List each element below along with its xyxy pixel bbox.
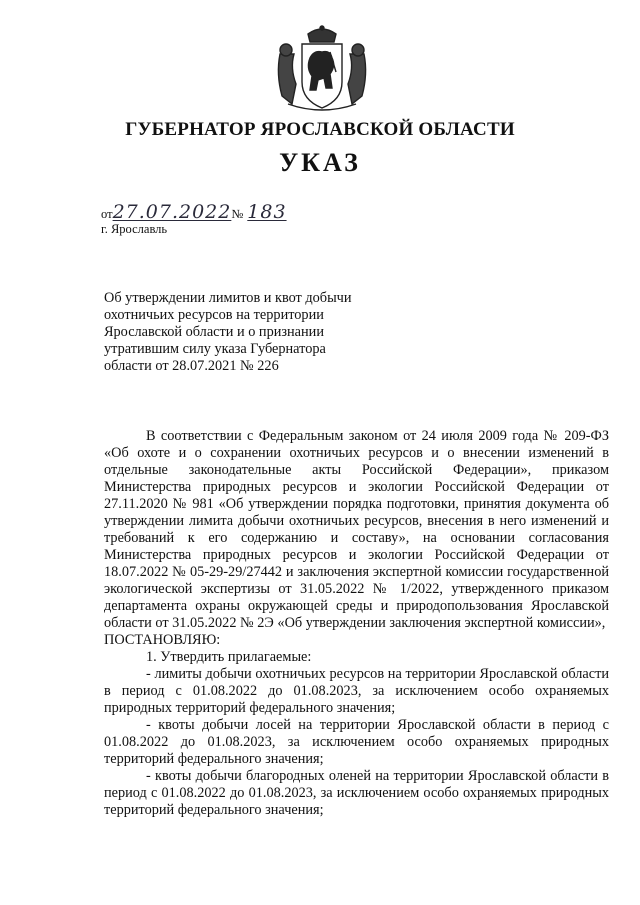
issuing-authority: ГУБЕРНАТОР ЯРОСЛАВСКОЙ ОБЛАСТИ	[125, 119, 515, 140]
coat-of-arms-emblem	[270, 24, 374, 112]
clause-1: 1. Утвердить прилагаемые:	[146, 649, 312, 665]
decree-body	[104, 428, 609, 819]
handwritten-date: 27.07.2022	[112, 201, 232, 223]
handwritten-number: 183	[247, 201, 287, 223]
number-prefix: №	[231, 207, 244, 221]
list-item: - лимиты добычи охотничьих ресурсов на территории Ярославской области в период с 01.08.2022 до 01.08.2023, за исключением особо охраняемых природных территорий федерального значения;	[104, 666, 609, 716]
city: г. Ярославль	[101, 222, 168, 236]
decree-subject: Об утверждении лимитов и квот добычи охотничьих ресурсов на территории Ярославской области и о признании утратившим силу указа Губернатора области от 28.07.2021 № 226	[104, 290, 352, 374]
preamble: В соответствии с Федеральным законом от 24 июля 2009 года № 209-ФЗ «Об охоте и о сохранении охотничьих ресурсов и о внесении изменений в отдельные законодательные акты Российской Федерации», приказом Министерства природных ресурсов и экологии Российской Федерации от 27.11.2020 № 981 «Об утверждении порядка подготовки, принятия документа об утверждении лимита добычи охотничьих ресурсов, внесения в него изменений и требований к его содержанию и составу», на основании согласования Министерства природных ресурсов и экологии Российской Федерации от 18.07.2022 № 05-29-29/27442 и заключения экспертной комиссии государственной экологической экспертизы от 31.05.2022 № 1/2022, утвержденного приказом департамента охраны окружающей среды и природопользования Ярославской области от 31.05.2022 № 2Э «Об утверждении заключения экспертной комиссии»,	[104, 428, 609, 631]
date-number-line	[101, 201, 297, 223]
list-item: - квоты добычи благородных оленей на территории Ярославской области в период с 01.08.2022 до 01.08.2023, за исключением особо охраняемых природных территорий федерального значения;	[104, 768, 609, 818]
list-item: - квоты добычи лосей на территории Ярославской области в период с 01.08.2022 до 01.08.2023, за исключением особо охраняемых природных территорий федерального значения;	[104, 717, 609, 767]
document-type: УКАЗ	[279, 148, 361, 177]
date-prefix: от	[101, 207, 113, 221]
decree-word: ПОСТАНОВЛЯЮ:	[104, 632, 221, 648]
